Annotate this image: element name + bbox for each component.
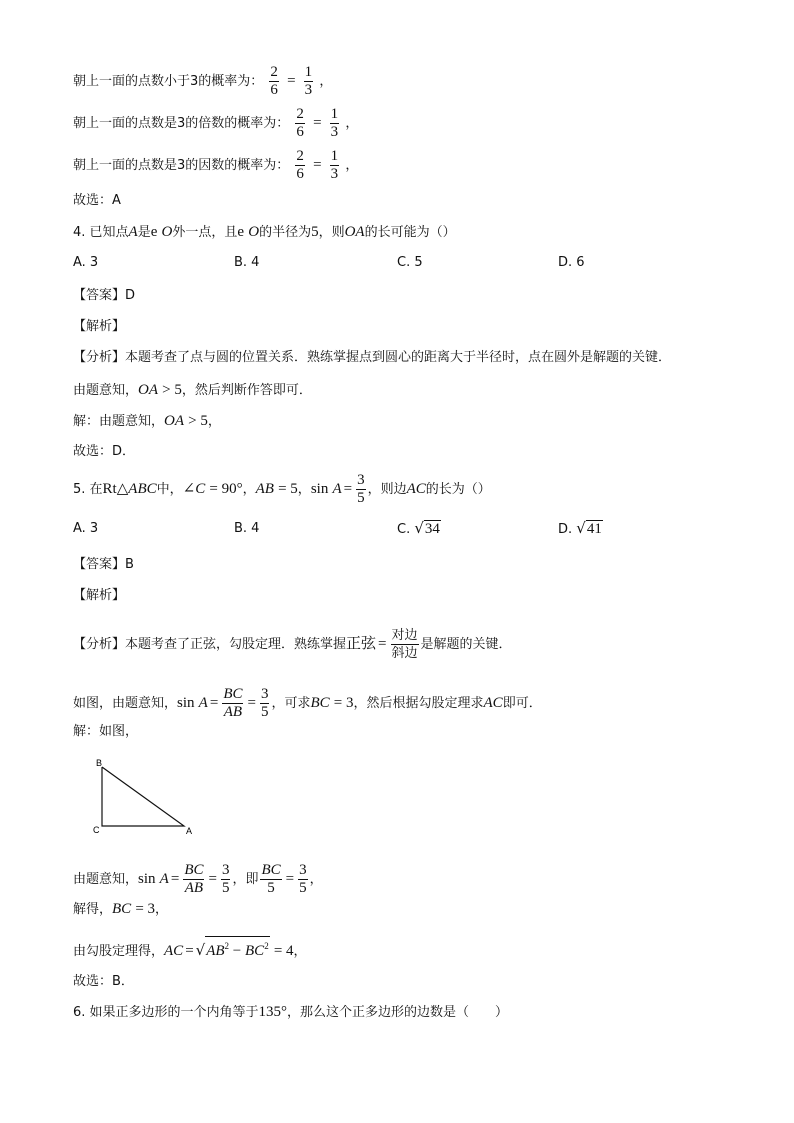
q5-line-3: 解得，BC = 3， [73,901,169,917]
q5-analysis: 【分析】本题考查了正弦，勾股定理．熟练掌握正弦 = $\frac{\text{对边}}{\text{斜边}}$ 是解题的关键． [73,628,512,661]
q5-line-4: 由勾股定理得，AC = $√AB^2 - BC^2 = 4$， [73,936,307,961]
q5-line-1: 如图，由题意知，sin A = $\frac{BC}{AB}$ = $\frac{3}{5}$ ，可求BC = 3，然后根据勾股定理求AC即可． [73,686,542,720]
vertex-label-b: B [96,758,103,768]
fraction: $\frac{\text{对边}}{\text{斜边}}$ [391,628,418,661]
prob-line-2: 朝上一面的点数是3的倍数的概率为： $\frac{2}{6}$ = $\frac{1}{3}$ ， [73,106,359,140]
fraction: $\frac{BC}{AB}$ [184,862,204,896]
q4-option-a: A. 3 [73,255,99,270]
q5-solution-start: 解：如图， [73,724,139,739]
q5-stem: 5. 在Rt△ABC中，∠C = 90°，AB = 5，sin A = $\frac{3}{5}$ ，则边AC的长为（） [73,472,491,506]
fraction: $\frac{2}{6}$ [296,106,304,140]
fraction: $\frac{3}{5}$ [221,862,230,896]
q4-stem: 4. 已知点A是e O外一点，且e O的半径为5，则OA的长可能为（） [73,224,456,240]
q5-option-b: B. 4 [234,521,260,536]
q4-choose: 故选：D． [73,444,136,459]
q5-answer: 【答案】B [73,557,134,572]
q5-option-a: A. 3 [73,521,99,536]
q5-option-d: D. √41 [558,519,602,537]
vertex-label-c: C [93,825,100,835]
fraction: $\frac{1}{3}$ [330,148,339,182]
fraction: $\frac{3}{5}$ [357,472,365,506]
radical-icon: √ [414,519,424,537]
vertex-label-a: A [186,826,193,836]
q4-line-2: 由题意知，OA > 5，然后判断作答即可． [73,382,312,398]
q6-stem: 6. 如果正多边形的一个内角等于135°，那么这个正多边形的边数是（ ） [73,1004,509,1020]
q4-option-d: D. 6 [558,255,585,270]
q5-option-c: C. √34 [397,519,440,537]
fraction: $\frac{2}{6}$ [270,64,278,98]
fraction: $\frac{1}{3}$ [304,64,313,98]
q4-option-b: B. 4 [234,255,260,270]
q4-solution: 解：由题意知，OA > 5， [73,413,221,429]
q5-choose: 故选：B． [73,974,134,989]
q4-analysis: 【分析】本题考查了点与圆的位置关系．熟练掌握点到圆心的距离大于半径时，点在圆外是解题的关键． [73,350,672,365]
prob-choose: 故选：A [73,193,121,208]
q5-line-2: 由题意知，sin A = $\frac{BC}{AB}$ = $\frac{3}{5}$ ，即 $\frac{BC}{5}$ = $\frac{3}{5}$ ， [73,862,323,896]
right-triangle-figure [88,756,198,840]
q4-answer: 【答案】D [73,288,136,303]
q5-jiexi: 【解析】 [73,588,126,603]
fraction: $\frac{BC}{AB}$ [223,686,243,720]
fraction: $\frac{2}{6}$ [296,148,304,182]
prob-line-1: 朝上一面的点数小于3的概率为： $\frac{2}{6}$ = $\frac{1}{3}$ ， [73,64,333,98]
radical-icon: √ [195,941,206,959]
triangle-outline [102,767,184,826]
fraction: $\frac{3}{5}$ [260,686,269,720]
prob-line-3: 朝上一面的点数是3的因数的概率为： $\frac{2}{6}$ = $\frac{1}{3}$ ， [73,148,359,182]
fraction: $\frac{1}{3}$ [330,106,339,140]
fraction: $\frac{BC}{5}$ [261,862,281,896]
radical-icon: √ [576,519,586,537]
q4-option-c: C. 5 [397,255,423,270]
q4-jiexi: 【解析】 [73,319,126,334]
fraction: $\frac{3}{5}$ [299,862,307,896]
